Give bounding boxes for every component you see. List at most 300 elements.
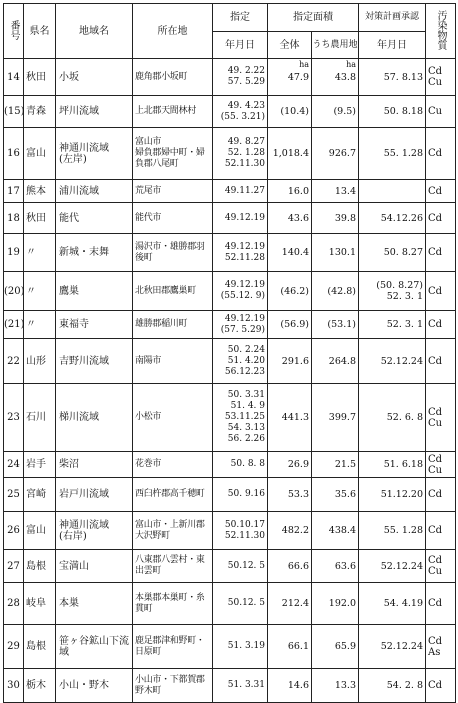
total-area-cell-text: 66.6: [287, 560, 309, 572]
total-area-cell: [268, 625, 312, 669]
area-name-cell: [56, 272, 133, 311]
pollutant-cell-text: Cd: [428, 319, 443, 330]
farmland-area-cell: [312, 625, 359, 669]
farmland-area-cell: [312, 512, 359, 550]
total-area-cell-text: 212.4: [281, 598, 309, 609]
row-number-text: 30: [7, 680, 20, 691]
farmland-area-cell: [312, 203, 359, 234]
pollutant-cell: [426, 234, 456, 272]
prefecture-cell-text: 石川: [26, 412, 46, 423]
location-cell: [133, 128, 213, 180]
plan-approval-cell: [359, 669, 426, 703]
prefecture-cell-text: 富山: [26, 525, 46, 536]
farmland-area-cell-text: (42.8): [327, 285, 356, 297]
total-area-cell-text: 66.1: [287, 641, 309, 652]
area-name-cell-text: 坪川流域: [59, 106, 99, 117]
area-name-cell: [56, 384, 133, 452]
row-number: [4, 311, 24, 339]
location-cell: [133, 203, 213, 234]
area-name-cell-text: 柴沼: [59, 459, 79, 470]
pollutant-cell: [426, 128, 456, 180]
plan-approval-cell: [359, 625, 426, 669]
location-cell-text: 西臼杵郡高千穂町: [135, 489, 205, 499]
prefecture-cell: [24, 452, 56, 478]
pollutant-cell: [426, 203, 456, 234]
designation-date-cell: [213, 128, 268, 180]
pollutant-cell-text: Cd: [428, 598, 443, 609]
table-row: [4, 272, 456, 311]
pollutant-cell-text: Cd Cu: [428, 453, 443, 476]
designation-date-cell-text: 51. 3.19: [227, 641, 265, 651]
row-number: [4, 512, 24, 550]
table-row: [4, 452, 456, 478]
location-cell: [133, 96, 213, 128]
designation-date-cell: [213, 669, 268, 703]
farmland-area-cell-text: 43.8: [334, 71, 356, 83]
row-number: [4, 234, 24, 272]
header-designation-bottom: 年月日: [213, 32, 268, 59]
designation-date-cell-text: 49.12.19 (57. 5.29): [220, 313, 265, 335]
total-area-cell: [268, 272, 312, 311]
table-row: [4, 669, 456, 703]
table-row: [4, 180, 456, 203]
designation-date-cell: [213, 311, 268, 339]
row-number: [4, 59, 24, 96]
location-cell-text: 八東郡八雲村・東出雲町: [135, 555, 205, 576]
table-row: [4, 625, 456, 669]
header-plan-top: 対策計画承認: [359, 4, 426, 32]
prefecture-cell: [24, 478, 56, 512]
pollutant-cell: [426, 583, 456, 625]
farmland-area-cell-text: 35.6: [334, 489, 356, 500]
location-cell-text: 小山市・下都賀郡野木町: [135, 674, 205, 696]
total-area-cell-text: 140.4: [281, 247, 309, 258]
farmland-area-cell: [312, 59, 359, 96]
location-cell-text: 富山市 婦負郡婦中町・婦負郡八尾町: [135, 137, 205, 169]
farmland-area-cell-text: 21.5: [334, 459, 356, 470]
designation-date-cell: [213, 512, 268, 550]
prefecture-cell: [24, 583, 56, 625]
designation-date-cell-text: 49.12.19: [224, 212, 265, 223]
area-name-cell-text: 宝満山: [59, 560, 89, 572]
plan-approval-cell: [359, 550, 426, 583]
farmland-area-cell: [312, 384, 359, 452]
designation-date-cell-text: 50.12. 5: [227, 560, 265, 571]
unit-label: ha: [346, 60, 356, 69]
location-cell-text: 小松市: [135, 412, 162, 422]
location-cell: [133, 669, 213, 703]
total-area-cell: [268, 180, 312, 203]
row-number: [4, 384, 24, 452]
location-cell: [133, 339, 213, 384]
plan-approval-cell-text: 50. 8.18: [383, 106, 423, 117]
plan-approval-cell-text: 51.12.20: [380, 489, 423, 500]
table-row: [4, 59, 456, 96]
pollutant-cell: [426, 272, 456, 311]
pollutant-cell-text: Cd: [428, 148, 443, 159]
plan-approval-cell-text: 51. 6.18: [383, 459, 423, 470]
prefecture-cell: [24, 234, 56, 272]
total-area-cell-text: 16.0: [287, 185, 309, 197]
area-name-cell: [56, 339, 133, 384]
area-name-cell: [56, 625, 133, 669]
prefecture-cell-text: 岩手: [26, 459, 46, 470]
plan-approval-cell: [359, 272, 426, 311]
total-area-cell-text: 482.2: [281, 525, 309, 536]
area-name-cell: [56, 583, 133, 625]
header-pref: 県名: [24, 4, 56, 59]
location-cell: [133, 478, 213, 512]
area-name-cell: [56, 550, 133, 583]
plan-approval-cell-text: 52. 6. 8: [386, 412, 423, 423]
total-area-cell: [268, 96, 312, 128]
plan-approval-cell: [359, 512, 426, 550]
row-number-text: (15): [4, 106, 25, 117]
area-name-cell: [56, 96, 133, 128]
row-number: [4, 669, 24, 703]
header-pollutant: 汚染物質: [426, 4, 456, 59]
pollutant-cell-text: Cd As: [428, 635, 443, 658]
location-cell: [133, 311, 213, 339]
prefecture-cell: [24, 203, 56, 234]
location-cell-text: 鹿足郡津和野町・日原町: [135, 635, 205, 657]
prefecture-cell-text: 〃: [26, 285, 36, 297]
location-cell-text: 能代市: [135, 212, 162, 223]
area-name-cell: [56, 180, 133, 203]
total-area-cell: [268, 583, 312, 625]
area-name-cell-text: 本巣: [59, 598, 79, 609]
designation-date-cell: [213, 272, 268, 311]
pollutant-cell-text: Cd Cu: [428, 66, 443, 88]
farmland-area-cell-text: 399.7: [328, 412, 356, 423]
location-cell-text: 荒尾市: [135, 185, 162, 196]
header-plan-bottom: 年月日: [359, 32, 426, 59]
table-row: [4, 583, 456, 625]
area-name-cell-text: 小山・野木: [59, 680, 109, 691]
area-name-cell-text: 笹ヶ谷鉱山下流域: [59, 635, 129, 658]
pollutant-cell-text: Cd Cu: [428, 555, 443, 577]
pollutant-cell-text: Cu: [428, 106, 443, 117]
pollutant-cell-text: Cd: [428, 285, 443, 297]
plan-approval-cell-text: 54. 4.19: [383, 598, 423, 609]
area-name-cell-text: 鷹巣: [59, 285, 79, 297]
table-row: [4, 339, 456, 384]
designation-date-cell: [213, 203, 268, 234]
designation-date-cell: [213, 96, 268, 128]
table-row: [4, 478, 456, 512]
designation-date-cell-text: 50. 3.31 51. 4. 9 53.11.25 54. 3.13 56. 2.26: [224, 390, 265, 444]
total-area-cell-text: (56.9): [280, 319, 309, 330]
area-name-cell-text: 能代: [59, 212, 79, 224]
table-body: [4, 59, 456, 703]
plan-approval-cell-text: 55. 1.28: [383, 148, 423, 159]
plan-approval-cell: [359, 583, 426, 625]
prefecture-cell: [24, 512, 56, 550]
row-number-text: (21): [4, 319, 25, 330]
farmland-area-cell-text: 63.6: [334, 560, 356, 572]
location-cell-text: 湯沢市・雄勝郡羽後町: [135, 241, 205, 263]
table-row: [4, 96, 456, 128]
total-area-cell-text: 14.6: [287, 680, 309, 691]
designation-date-cell: [213, 384, 268, 452]
pollutant-cell: [426, 550, 456, 583]
plan-approval-cell-text: 54.12.26: [380, 212, 423, 224]
location-cell: [133, 384, 213, 452]
table-row: [4, 203, 456, 234]
row-number-text: 18: [7, 212, 20, 224]
header-location: 所在地: [133, 4, 213, 59]
designation-date-cell: [213, 339, 268, 384]
prefecture-cell: [24, 311, 56, 339]
pollutant-cell: [426, 512, 456, 550]
designation-date-cell-text: 49.12.19 52.11.28: [224, 241, 265, 263]
location-cell-text: 花巻市: [135, 459, 162, 469]
plan-approval-cell-text: 52.12.24: [380, 355, 423, 367]
location-cell: [133, 180, 213, 203]
prefecture-cell-text: 島根: [26, 560, 46, 572]
pollutant-cell: [426, 311, 456, 339]
plan-approval-cell: [359, 234, 426, 272]
row-number-text: 19: [7, 247, 20, 258]
header-area: 地域名: [56, 4, 133, 59]
designation-date-cell: [213, 180, 268, 203]
pollutant-cell: [426, 59, 456, 96]
plan-approval-cell: [359, 180, 426, 203]
total-area-cell-text: 43.6: [287, 212, 309, 224]
farmland-area-cell: [312, 234, 359, 272]
farmland-area-cell-text: 130.1: [328, 247, 356, 258]
header-farmland: うち農用地: [312, 32, 359, 59]
designation-date-cell-text: 49. 4.23 (55. 3.21): [220, 100, 265, 122]
designation-date-cell: [213, 234, 268, 272]
area-name-cell-text: 小坂: [59, 71, 79, 83]
farmland-area-cell: [312, 311, 359, 339]
designation-date-cell: [213, 583, 268, 625]
farmland-area-cell: [312, 339, 359, 384]
farmland-area-cell-text: 13.3: [334, 680, 356, 691]
prefecture-cell: [24, 669, 56, 703]
plan-approval-cell: [359, 311, 426, 339]
prefecture-cell: [24, 180, 56, 203]
farmland-area-cell-text: 264.8: [328, 355, 356, 367]
row-number-text: 28: [7, 598, 20, 609]
total-area-cell: [268, 384, 312, 452]
total-area-cell: [268, 59, 312, 96]
farmland-area-cell-text: 926.7: [328, 148, 356, 159]
pollutant-cell-text: Cd: [428, 247, 443, 258]
row-number: [4, 128, 24, 180]
designation-date-cell-text: 49. 8.27 52. 1.28 52.11.30: [224, 137, 265, 169]
farmland-area-cell: [312, 583, 359, 625]
area-name-cell: [56, 452, 133, 478]
plan-approval-cell: [359, 96, 426, 128]
location-cell: [133, 452, 213, 478]
designation-date-cell-text: 49. 2.22 57. 5.29: [227, 66, 265, 87]
row-number-text: 29: [7, 641, 20, 652]
plan-approval-cell: [359, 339, 426, 384]
unit-label: ha: [299, 60, 309, 69]
farmland-area-cell: [312, 452, 359, 478]
row-number: [4, 452, 24, 478]
row-number: [4, 339, 24, 384]
row-number: [4, 203, 24, 234]
total-area-cell-text: 1,018.4: [272, 148, 309, 159]
total-area-cell: [268, 550, 312, 583]
header-designated-area: 指定面積: [268, 4, 359, 32]
table-row: [4, 311, 456, 339]
row-number: [4, 478, 24, 512]
pollutant-cell-text: Cd: [428, 525, 443, 536]
area-name-cell: [56, 478, 133, 512]
row-number-text: 16: [7, 148, 20, 159]
designation-date-cell-text: 49.11.27: [224, 185, 265, 196]
area-name-cell-text: 吉野川流域: [59, 355, 109, 367]
row-number: [4, 272, 24, 311]
pollutant-cell: [426, 180, 456, 203]
designation-date-cell: [213, 452, 268, 478]
prefecture-cell-text: 青森: [26, 106, 46, 117]
header-total: 全体: [268, 32, 312, 59]
designation-date-cell-text: 50. 9.16: [227, 489, 265, 499]
prefecture-cell-text: 島根: [26, 641, 46, 652]
farmland-area-cell-text: 438.4: [328, 525, 356, 536]
location-cell-text: 鹿角郡小坂町: [135, 71, 188, 82]
designation-date-cell: [213, 59, 268, 96]
total-area-cell-text: 47.9: [287, 71, 309, 83]
prefecture-cell: [24, 339, 56, 384]
designation-date-cell-text: 50. 2.24 51. 4.20 56.12.23: [224, 344, 265, 377]
farmland-area-cell-text: 192.0: [328, 598, 356, 609]
location-cell-text: 富山市・上新川郡大沢野町: [135, 519, 205, 541]
total-area-cell-text: 26.9: [287, 459, 309, 470]
area-name-cell-text: 新城・末舞: [59, 247, 109, 258]
row-number: [4, 96, 24, 128]
row-number-text: 24: [7, 459, 20, 470]
designation-date-cell: [213, 550, 268, 583]
row-number-text: 17: [7, 185, 20, 197]
total-area-cell: [268, 669, 312, 703]
row-number: [4, 583, 24, 625]
plan-approval-cell-text: 54. 2. 8: [386, 680, 423, 691]
pollutant-cell: [426, 452, 456, 478]
row-number-text: 27: [7, 560, 20, 572]
prefecture-cell-text: 栃木: [26, 680, 46, 691]
area-name-cell: [56, 59, 133, 96]
location-cell: [133, 59, 213, 96]
total-area-cell: [268, 478, 312, 512]
row-number-text: 14: [7, 71, 20, 83]
total-area-cell: [268, 203, 312, 234]
area-name-cell: [56, 234, 133, 272]
prefecture-cell: [24, 550, 56, 583]
plan-approval-cell-text: 52.12.24: [380, 641, 423, 652]
farmland-area-cell-text: 39.8: [334, 212, 356, 224]
farmland-area-cell: [312, 478, 359, 512]
location-cell: [133, 625, 213, 669]
pollutant-cell: [426, 96, 456, 128]
location-cell-text: 本巣郡本巣町・糸貫町: [135, 592, 205, 614]
area-name-cell-text: 梯川流域: [59, 412, 99, 423]
area-name-cell: [56, 203, 133, 234]
row-number-text: 26: [7, 525, 20, 536]
table-row: [4, 384, 456, 452]
farmland-area-cell-text: 13.4: [334, 185, 356, 197]
prefecture-cell-text: 熊本: [26, 185, 46, 197]
total-area-cell-text: 291.6: [281, 355, 309, 367]
farmland-area-cell-text: (9.5): [333, 106, 356, 117]
farmland-area-cell: [312, 96, 359, 128]
total-area-cell: [268, 128, 312, 180]
prefecture-cell: [24, 59, 56, 96]
total-area-cell: [268, 311, 312, 339]
pollutant-cell-text: Cd: [428, 355, 443, 367]
pollutant-cell-text: Cd: [428, 185, 443, 197]
table-row: [4, 234, 456, 272]
prefecture-cell-text: 岐阜: [26, 598, 46, 609]
pollutant-cell: [426, 339, 456, 384]
row-number-text: 25: [7, 489, 20, 500]
farmland-area-cell-text: 65.9: [334, 641, 356, 652]
table-row: [4, 128, 456, 180]
prefecture-cell-text: 宮崎: [26, 489, 46, 500]
location-cell: [133, 234, 213, 272]
pollutant-cell: [426, 478, 456, 512]
area-name-cell: [56, 311, 133, 339]
location-cell-text: 上北郡天間林村: [135, 106, 196, 116]
area-name-cell-text: 岩戸川流域: [59, 489, 109, 500]
location-cell: [133, 512, 213, 550]
pollutant-cell: [426, 384, 456, 452]
prefecture-cell-text: 山形: [26, 355, 46, 367]
plan-approval-cell: [359, 384, 426, 452]
designation-date-cell: [213, 625, 268, 669]
prefecture-cell: [24, 384, 56, 452]
location-cell: [133, 550, 213, 583]
location-cell-text: 南陽市: [135, 355, 162, 366]
table-row: [4, 550, 456, 583]
prefecture-cell: [24, 96, 56, 128]
designation-date-cell-text: 51. 3.31: [227, 680, 265, 690]
pollutant-cell-text: Cd: [428, 680, 443, 691]
prefecture-cell-text: 〃: [26, 319, 36, 330]
prefecture-cell: [24, 272, 56, 311]
prefecture-cell-text: 秋田: [26, 212, 46, 224]
designation-date-cell: [213, 478, 268, 512]
designated-area-table: [3, 3, 456, 703]
total-area-cell: [268, 339, 312, 384]
prefecture-cell-text: 〃: [26, 247, 36, 258]
row-number: [4, 180, 24, 203]
row-number: [4, 625, 24, 669]
plan-approval-cell-text: 57. 8.13: [383, 71, 423, 83]
farmland-area-cell: [312, 180, 359, 203]
row-number-text: 22: [7, 355, 20, 367]
total-area-cell-text: 53.3: [287, 489, 309, 500]
row-number: [4, 550, 24, 583]
plan-approval-cell: [359, 452, 426, 478]
area-name-cell-text: 神通川流域 (左岸): [59, 142, 109, 165]
area-name-cell-text: 神通川流域 (右岸): [59, 519, 109, 542]
total-area-cell-text: 441.3: [281, 412, 309, 423]
row-number-text: 23: [7, 412, 20, 423]
designation-date-cell-text: 50.10.17 52.11.30: [224, 519, 265, 541]
farmland-area-cell: [312, 550, 359, 583]
plan-approval-cell: [359, 203, 426, 234]
farmland-area-cell-text: (53.1): [327, 319, 356, 330]
designation-date-cell-text: 49.12.19 (55.12. 9): [220, 280, 265, 301]
pollutant-cell-text: Cd: [428, 489, 443, 500]
total-area-cell: [268, 512, 312, 550]
